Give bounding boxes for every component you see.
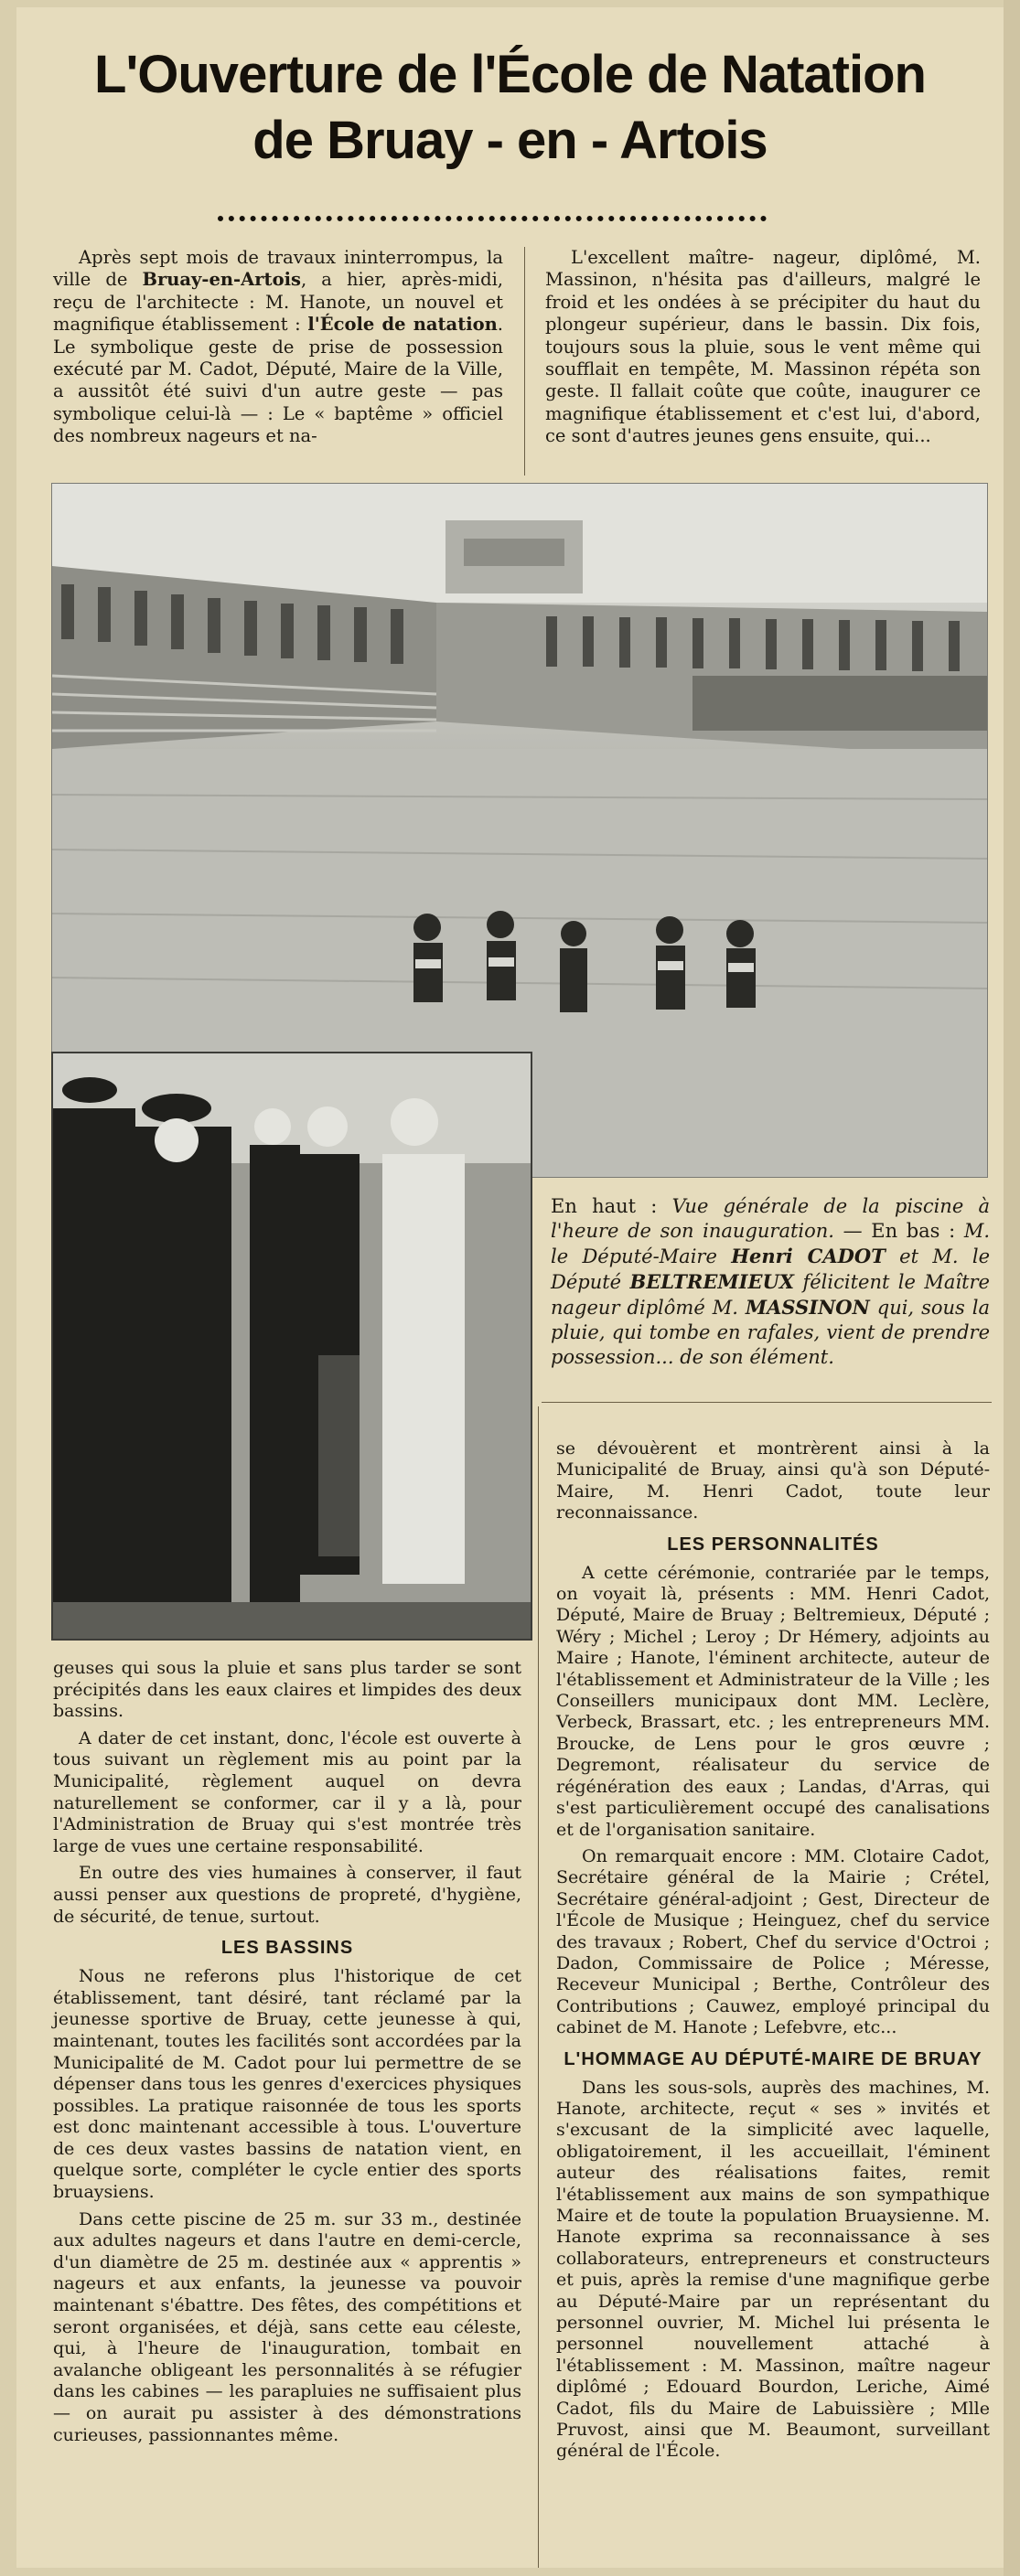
continuation-paragraph: geuses qui sous la pluie et sans plus tarder se sont précipités dans les eaux claires et limpides des deux bassins. [53,1658,521,1722]
column-2-top [545,247,981,454]
bassins-paragraph-1: Nous ne referons plus l'historique de cet établissement, tant désiré, tant réclamé par la jeunesse sportive de Bruay, cette jeunesse à qui, maintenant, toutes les facilités sont accordées par la Municipalité de M. Cadot pour lui permettre de se dépenser dans tous les genres d'exercices physiques possibles. La pratique raisonnée de tous les sports est donc maintenant accessible à tous. L'ouverture de ces deux vastes bassins de natation vient, en quelque sorte, compléter le cycle entier des sports bruaysiens. [53,1966,521,2203]
newspaper-page [16,7,1004,2568]
column-1-top [53,247,503,454]
title-rule [218,216,767,221]
column-2-bottom [556,1438,990,2468]
column-divider-bottom [538,1406,539,2568]
page-edge [1004,0,1020,2576]
photo-caption: En haut : Vue générale de la piscine à l'heure de son inauguration. — En bas : M. le Député-Maire Henri CADOT et M. le Député BELTREMIEUX félicitent le Maître nageur diplômé M. MASSINON qui, sous la pluie, qui tombe en rafales, vient de prendre possession... de son élément. [551,1195,991,1368]
headline [16,42,1004,174]
caption-rule [542,1402,992,1403]
section-heading-bassins: LES BASSINS [220,1938,354,1959]
personnalites-paragraph-1: A cette cérémonie, contrariée par le temps, on voyait là, présents : MM. Henri Cadot, Député, Maire de Bruay ; Beltremieux, Député ; Wéry ; Michel ; Leroy ; Dr Hémery, adjoints au Maire ; Hanote, l'éminent architecte, auteur de l'établissement et Administrateur de la Ville ; les Conseillers municipaux dont MM. Leclère, Verbeck, Brassart, etc. ; les entrepreneurs MM. Broucke, de Lens pour le gros œuvre ; Degremont, réalisateur du service de régénération des eaux ; Landas, d'Arras, qui s'est particulièrement occupé des canalisations et de l'organisation sanitaire. [556,1562,990,1840]
section-heading-personnalites: LES PERSONNALITÉS [667,1534,879,1555]
reglement-paragraph: A dater de cet instant, donc, l'école est ouverte à tous suivant un règlement mis au point par la Municipalité, règlement auquel on devra naturellement se conformer, car il y a là, pour l'Administration de Bruay qui s'est montrée très large de vues une certaine responsabilité. [53,1727,521,1856]
bassins-paragraph-2: Dans cette piscine de 25 m. sur 33 m., destinée aux adultes nageurs et dans l'autre en demi-cercle, d'un diamètre de 25 m. destinée aux « apprentis » nageurs et aux enfants, la jeunesse va pouvoir maintenant s'ébattre. Des fêtes, des compétitions et seront organisées, et déjà, sans cette eau céleste, qui, à l'heure de l'inauguration, tombait en avalanche obligeant les personnalités à se réfugier dans les cabines — les parapluies ne suffisaient plus — on aurait pu assister à des démonstrations curieuses, passionnantes même. [53,2208,521,2445]
massinon-paragraph: L'excellent maître- nageur, diplômé, M. Massinon, n'hésita pas d'ailleurs, malgré le froid et les ondées à se précipiter du haut du plongeur supérieur, dans le bassin. Dix fois, toujours sous la pluie, sous le vent même qui soufflait en tempête, M. Massinon répéta son geste. Il fallait coûte que coûte, inaugurer ce magnifique établissement et c'est lui, d'abord, ce sont d'autres jeunes gens ensuite, qui... [545,247,981,447]
personnalites-paragraph-2: On remarquait encore : MM. Clotaire Cadot, Secrétaire général de la Mairie ; Crétel, Secrétaire général-adjoint ; Gest, Directeur de l'École de Musique ; Heinguez, chef du service des travaux ; Robert, Chef du service d'Octroi ; Dadon, Commissaire de Police ; Méresse, Receveur Municipal ; Berthe, Contrôleur des Contributions ; Cauwez, employé principal du cabinet de M. Hanote ; Lefebvre, etc... [556,1845,990,2038]
column-divider-top [524,247,525,476]
column-1-bottom [53,1658,521,2452]
intro-paragraph: Après sept mois de travaux ininterrompus, la ville de Bruay-en-Artois, a hier, après-midi, reçu de l'architecte : M. Hanote, un nouvel et magnifique établissement : l'École de natation. Le symbolique geste de prise de possession exécuté par M. Cadot, Député, Maire de la Ville, a aussitôt été suivi d'un autre geste — pas symbolique celui-là — : Le « baptême » officiel des nombreux nageurs et na- [53,247,504,447]
headline-line-1: L'Ouverture de l'École de Natation [94,45,926,104]
continuation-paragraph-right: se dévouèrent et montrèrent ainsi à la Municipalité de Bruay, ainsi qu'à son Député-Maire, M. Henri Cadot, toute leur reconnaissance. [556,1438,990,1523]
hommage-paragraph: Dans les sous-sols, auprès des machines, M. Hanote, architecte, reçut « ses » invités et s'excusant de la simplicité avec laquelle, obligatoirement, il les accueillait, l'éminent auteur des réalisations faites, remit l'établissement aux mains de son sympathique Maire et de toute la population Bruaysienne. M. Hanote exprima sa reconnaissance à ses collaborateurs, entrepreneurs et constructeurs et puis, après la remise d'une magnifique gerbe au Député-Maire par un représentant du personnel ouvrier, M. Michel lui présenta le personnel nouvellement attaché à l'établissement : M. Massinon, maître nageur diplômé ; Edouard Bourdon, Leriche, Aimé Cadot, fils du Maire de Labuissière ; Mlle Pruvost, ainsi que M. Beaumont, surveillant général de l'École. [556,2077,990,2462]
section-heading-hommage: L'HOMMAGE AU DÉPUTÉ-MAIRE DE BRUAY [564,2048,982,2069]
hygiene-paragraph: En outre des vies humaines à conserver, il faut aussi penser aux questions de propreté, d'hygiène, de sécurité, de tenue, surtout. [53,1863,521,1927]
headline-line-2: de Bruay - en - Artois [252,111,768,170]
dignitaries-photo [51,1052,532,1641]
dignitaries-photo-drawing [53,1053,531,1639]
